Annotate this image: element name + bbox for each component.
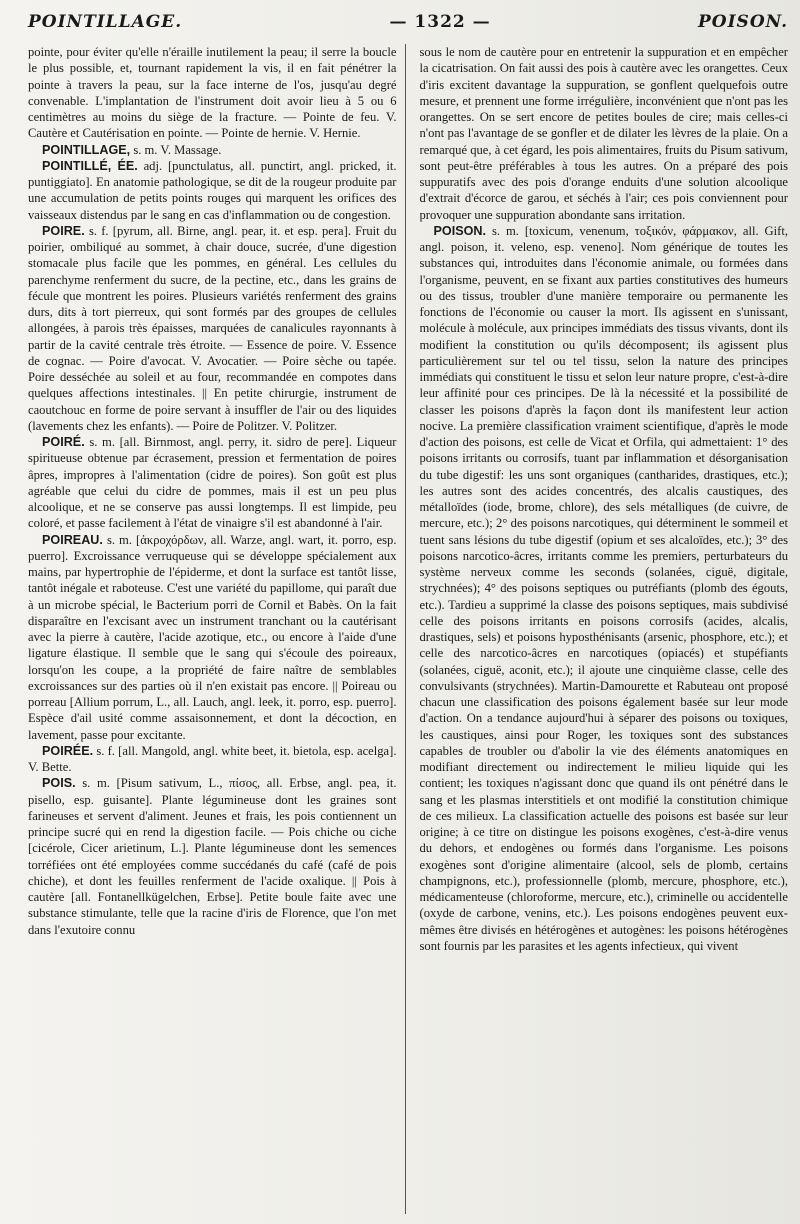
dictionary-entry [28,223,397,434]
continued-paragraph [28,44,397,142]
entry-text: s. f. [pyrum, all. Birne, angl. pear, it. et esp. pera]. Fruit du poirier, ombiliqué au sommet, à chair douce, sucrée, d'une digestion stomacale plus facile que les pommes, en général. Les cellules du parenchyme renferment du sucre, de la pectine, etc., dans les grains de fécule que montrent les poires. Plusieurs variétés renferment des grains durs, dits à tort pierreux, qui sont formés par des groupes de cellules allongées, à parois très épaisses, marquées de canalicules rayonnants à partir de la cavité centrale très étroite. — Essence de poire. V. Essence de cognac. — Poire d'avocat. V. Avocatier. — Poire sèche ou tapée. Poire desséchée au soleil et au four, recommandée en compotes dans quelques affections intestinales. || En petite chirurgie, instrument de caoutchouc en forme de poire servant à insuffler de l'air ou des liquides (lavements chez les enfants). — Poire de Politzer. V. Politzer. [28,223,397,433]
dictionary-entry [28,775,397,938]
header-left-word: POINTILLAGE. [28,12,183,32]
entry-text: s. m. [toxicum, venenum, τοξικόν, φάρμακον, all. Gift, angl. poison, it. veleno, esp. veneno]. Nom générique de toutes les substances qui, introduites dans l'économie animale, ou formées dans l'organisme, peuvent, en se fixant aux parties constitutives des humeurs ou des tissus, troubler d'une manière temporaire ou permanente les fonctions de l'économie ou causer la mort. Ils agissent en s'unissant, molécule à molécule, aux principes immédiats des tissus vivants, dont ils modifient la constitution ou qu'ils décomposent; ils agissent plus particulièrement sur tel ou tel tissu, selon la nature des principes immédiats qui constituent le tissu et selon leur nature propre, c'est-à-dire leur affinité pour ces principes. De là la nécessité et la possibilité de classer les poisons d'après la façon dont ils manifestent leur action nocive. La première classification vraiment scientifique, d'après le mode d'action des poisons, est celle de Vicat et Orfila, qui admettaient: 1° des poisons irritants ou corrosifs, tuant par inflammation et désorganisation du tube digestif: les uns sont organiques (cantharides, drastiques, etc.); les autres sont des acides concentrés, des alcalis caustiques, des métalloïdes (iode, brome, chlore), des sels métalliques (de cuivre, de mercure, etc.); 2° des poisons narcotiques, qui déterminent le sommeil et tuent sans lésions du tube digestif (opium et ses alcaloïdes, etc.); 3° des poisons narcotico-âcres, irritants comme les premiers, perturbateurs du système nerveux comme les seconds (solanées, ciguë, digitale, strychnées); 4° des poisons septiques ou putréfiants (plomb des égouts, etc.). Tardieu a supprimé la classe des poisons septiques, mais subdivisé celle des poisons irritants en poisons corrosifs (acides, alcalis, drastiques, sels) et poisons hyposthénisants (arsenic, phosphore, etc.); et celle des narcotico-âcres en narcotiques (opiacés) et stupéfiants (solanées, ciguë, aconit, etc.); il ajoute une cinquième classe, celle des convulsivants (strychnées). Martin-Damourette et Rabuteau ont proposé chacun une classification des poisons également basée sur leur mode d'action. On a tendance aujourd'hui à séparer des poisons ou toxiques, les caustiques, ainsi pour Roger, les toxiques sont des substances capables de troubler ou d'abolir la vie des éléments anatomiques en modifiant directement ou indirectement le milieu liquide qui les contient; les toxiques n'agissant donc que quand ils ont pénétré dans le sang et les plasmas interstitiels et ont modifié la constitution chimique de ces milieux. La classification actuelle des poisons est basée sur leur origine; à ce titre on distingue les poisons exogènes, c'est-à-dire venus du dehors, et endogènes ou formés dans l'organisme. Les poisons exogènes sont d'origine alimentaire (alcool, sels de plomb, certains champignons, etc.), professionnelle (plomb, mercure, phosphore, etc.), médicamenteuse (chloroforme, mercure, etc.), criminelle ou accidentelle (oxyde de carbone, venins, etc.). Les poisons endogènes peuvent eux-mêmes être divisés en hétérogènes et autogènes: les poisons hétérogènes sont fournis par les parasites et les agents infectieux, qui vivent [419,223,788,953]
entry-text: sous le nom de cautère pour en entretenir la suppuration et en empêcher la cicatrisation. On fait aussi des pois à cautère avec les orangettes. Ceux d'iris excitent davantage la suppuration, se gonflent quelquefois outre mesure, et prennent une forme irrégulière, inconvénient que n'ont pas les orangettes. On se sert encore de petites boules de cire; mais celles-ci n'ont pas l'avantage de se gonfler et de dilater les lèvres de la plaie. On a remarqué que, à cet égard, les pois alimentaires, fruits du Pisum sativum, sont peut-être préférables à tous les autres. On a préparé des pois suppuratifs avec des pois d'orange enduits d'une solution alcoolique d'extrait d'écorce de garou, et séchés à l'air; ces pois conviennent pour provoquer une suppuration abondante sans irritation. [419,45,788,222]
running-header [28,12,788,44]
entry-text: s. m. [all. Birnmost, angl. perry, it. sidro de pere]. Liqueur spiritueuse obtenue par écrasement, pression et fermentation de poires âpres, impropres à l'alimentation (cidre de poires). Son goût est plus agréable que celui du cidre de pommes, mais il est un peu plus alcoolique, et ne se conserve pas aussi longtemps. Il est limpide, peu coloré, et passe facilement à l'état de vinaigre s'il est abandonné à l'air. [28,435,397,531]
right-column [420,44,789,1214]
dictionary-entry [28,158,397,223]
text-columns [28,44,788,1214]
entry-headword: POIREAU. [42,532,103,547]
entry-text: s. f. [all. Mangold, angl. white beet, it. bietola, esp. acelga]. V. Bette. [28,743,397,774]
continued-paragraph [420,44,789,223]
entry-headword: POISON. [433,223,486,238]
entry-headword: POIRÉ. [42,435,85,449]
dictionary-entry [420,223,789,954]
entry-text: s. m. [ἀκροχόρδων, all. Warze, angl. wart, it. porro, esp. puerro]. Excroissance verruqueuse qui se développe spécialement aux mains, par hypertrophie de l'épiderme, et dont la surface est tantôt lisse, tantôt inégale et raboteuse. C'est une variété du papillome, qui paraît due à un microbe spécial, le Bacterium porri de Cornil et Babès. On la fait disparaître en l'excisant avec un instrument tranchant ou la cautérisant avec la pierre à cautère, l'acide azotique, etc., ou encore à l'aide d'une ligature élastique. Il semble que le sang qui s'écoule des poireaux, lorsqu'on les coupe, a la propriété de faire naître de semblables excroissances sur des parties où il n'en existait pas encore. || Poireau ou porreau [Allium porrum, L., all. Lauch, angl. leek, it. porro, esp. puerro]. Espèce d'ail usité comme assaisonnement, et dont la décoction, en lavement, passe pour excitante. [28,532,397,742]
entry-headword: POIS. [42,776,76,791]
entry-headword: POIRÉE. [42,743,94,758]
entry-text: adj. [punctulatus, all. punctirt, angl. pricked, it. puntiggiato]. En anatomie pathologique, se dit de la rougeur produite par une accumulation de petits points rouges qui marquent les orifices des vaisseaux distendus par le sang en cas d'inflammation ou de congestion. [28,158,397,222]
entry-headword: POIRE. [42,223,85,238]
entry-headword: POINTILLAGE, [42,142,131,157]
dictionary-entry [28,532,397,743]
header-right-word: POISON. [698,12,788,32]
dictionary-entry [28,743,397,776]
entry-headword: POINTILLÉ, ÉE. [42,158,138,173]
dictionary-entry [28,434,397,532]
dictionary-entry [28,142,397,158]
left-column [28,44,406,1214]
entry-text: pointe, pour éviter qu'elle n'éraille inutilement la peau; il serre la boucle le plus possible, et, tournant rapidement la vis, il en fait pénétrer la pointe à travers la peau, sur la face interne de l'os, jusqu'au degré convenable. L'implantation de l'instrument doit avoir lieu à 5 ou 6 centimètres au moins du siège de la fracture. — Pointe de feu. V. Cautère et Cautérisation en pointe. — Pointe de hernie. V. Hernie. [28,45,397,141]
entry-text: s. m. [Pisum sativum, L., πίσος, all. Erbse, angl. pea, it. pisello, esp. guisante]. Plante légumineuse dont les graines sont farineuses et servent d'aliment. Jeunes et frais, les pois contiennent un principe sucré qui en rend la digestion facile. — Pois chiche ou ciche [cicérole, Cicer arietinum, L.]. Plante légumineuse dont les semences torréfiées ont été employées comme succédanés du café (café de pois chiche), et dont les feuilles renferment de l'acide oxalique. || Pois à cautère [all. Fontanellkügelchen, Erbse]. Petite boule faite avec une substance stimulante, telle que la racine d'iris de Florence, que l'on met dans l'exutoire connu [28,776,397,937]
page-number: — 1322 — [389,12,491,32]
entry-text: s. m. V. Massage. [133,142,222,157]
